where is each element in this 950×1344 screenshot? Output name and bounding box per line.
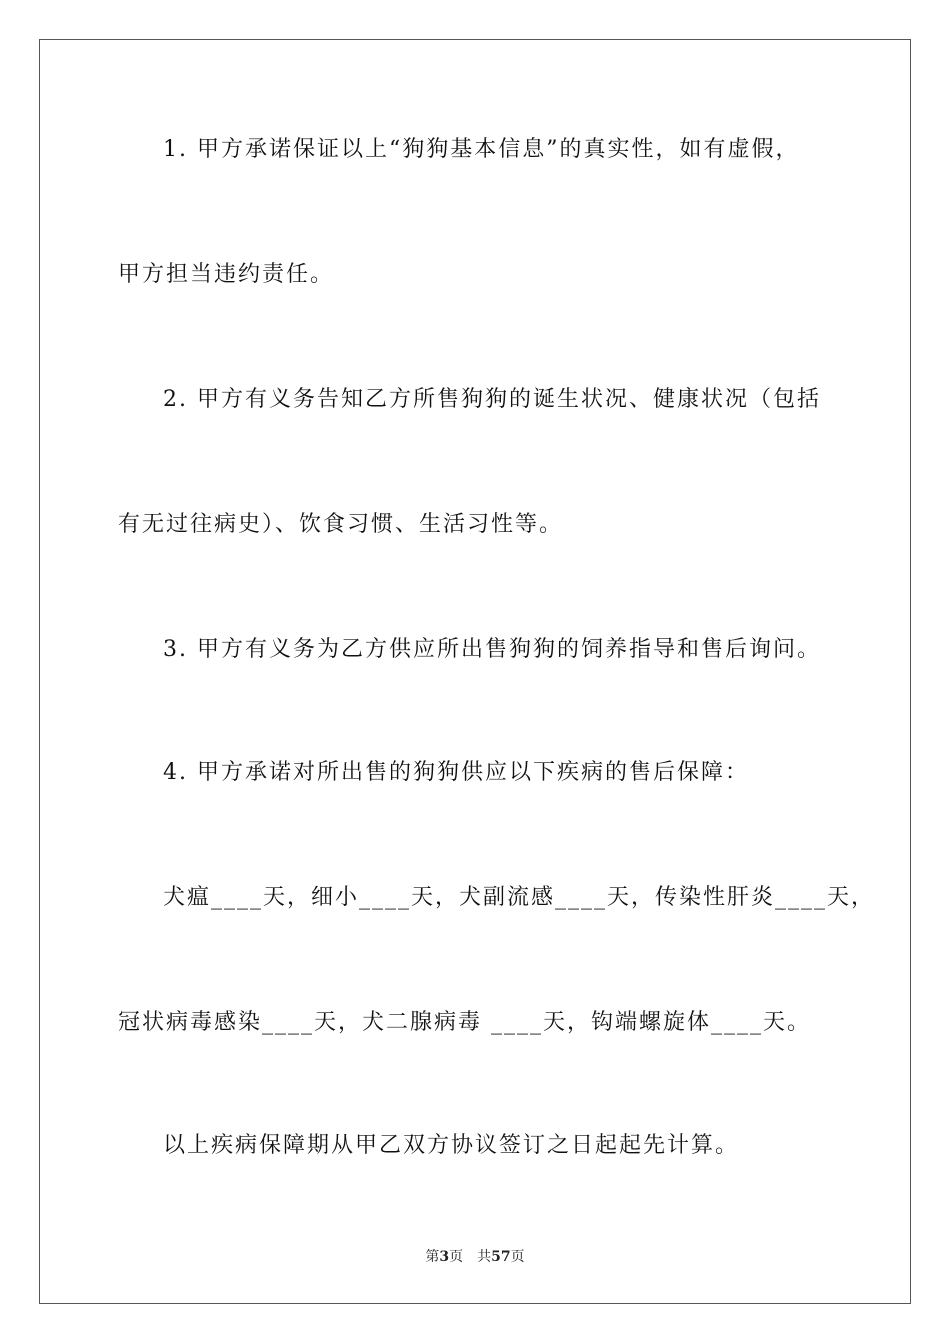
paragraph-2-line-2: 有无过往病史）、饮食习惯、生活习性等。 [118, 512, 564, 537]
disease-list-line-2: 冠状病毒感染____天，犬二腺病毒 ____天，钩端螺旋体____天。 [118, 1010, 811, 1035]
paragraph-1-line-2: 甲方担当违约责任。 [118, 262, 335, 287]
footer-total-suffix: 页 [510, 1249, 525, 1265]
paragraph-2-line-1: 2. 甲方有义务告知乙方所售狗狗的诞生状况、健康状况（包括 [163, 387, 821, 412]
paragraph-4: 4. 甲方承诺对所出售的狗狗供应以下疾病的售后保障： [163, 760, 749, 785]
disease-list-line-1: 犬瘟____天，细小____天，犬副流感____天，传染性肝炎____天， [163, 885, 876, 910]
footer-total-pages: 57 [491, 1249, 511, 1265]
footer-page-number: 3 [439, 1249, 450, 1265]
footer-page-suffix: 页 [449, 1249, 464, 1265]
footer-total-prefix: 共 [477, 1249, 492, 1265]
footer-page-prefix: 第 [425, 1249, 440, 1265]
paragraph-3: 3. 甲方有义务为乙方供应所出售狗狗的饲养指导和售后询问。 [163, 637, 821, 662]
page-border [39, 39, 911, 1304]
paragraph-guarantee-period: 以上疾病保障期从甲乙双方协议签订之日起起先计算。 [163, 1133, 740, 1158]
page-footer [0, 1246, 950, 1266]
paragraph-1-line-1: 1. 甲方承诺保证以上“狗狗基本信息”的真实性，如有虚假， [163, 137, 800, 162]
